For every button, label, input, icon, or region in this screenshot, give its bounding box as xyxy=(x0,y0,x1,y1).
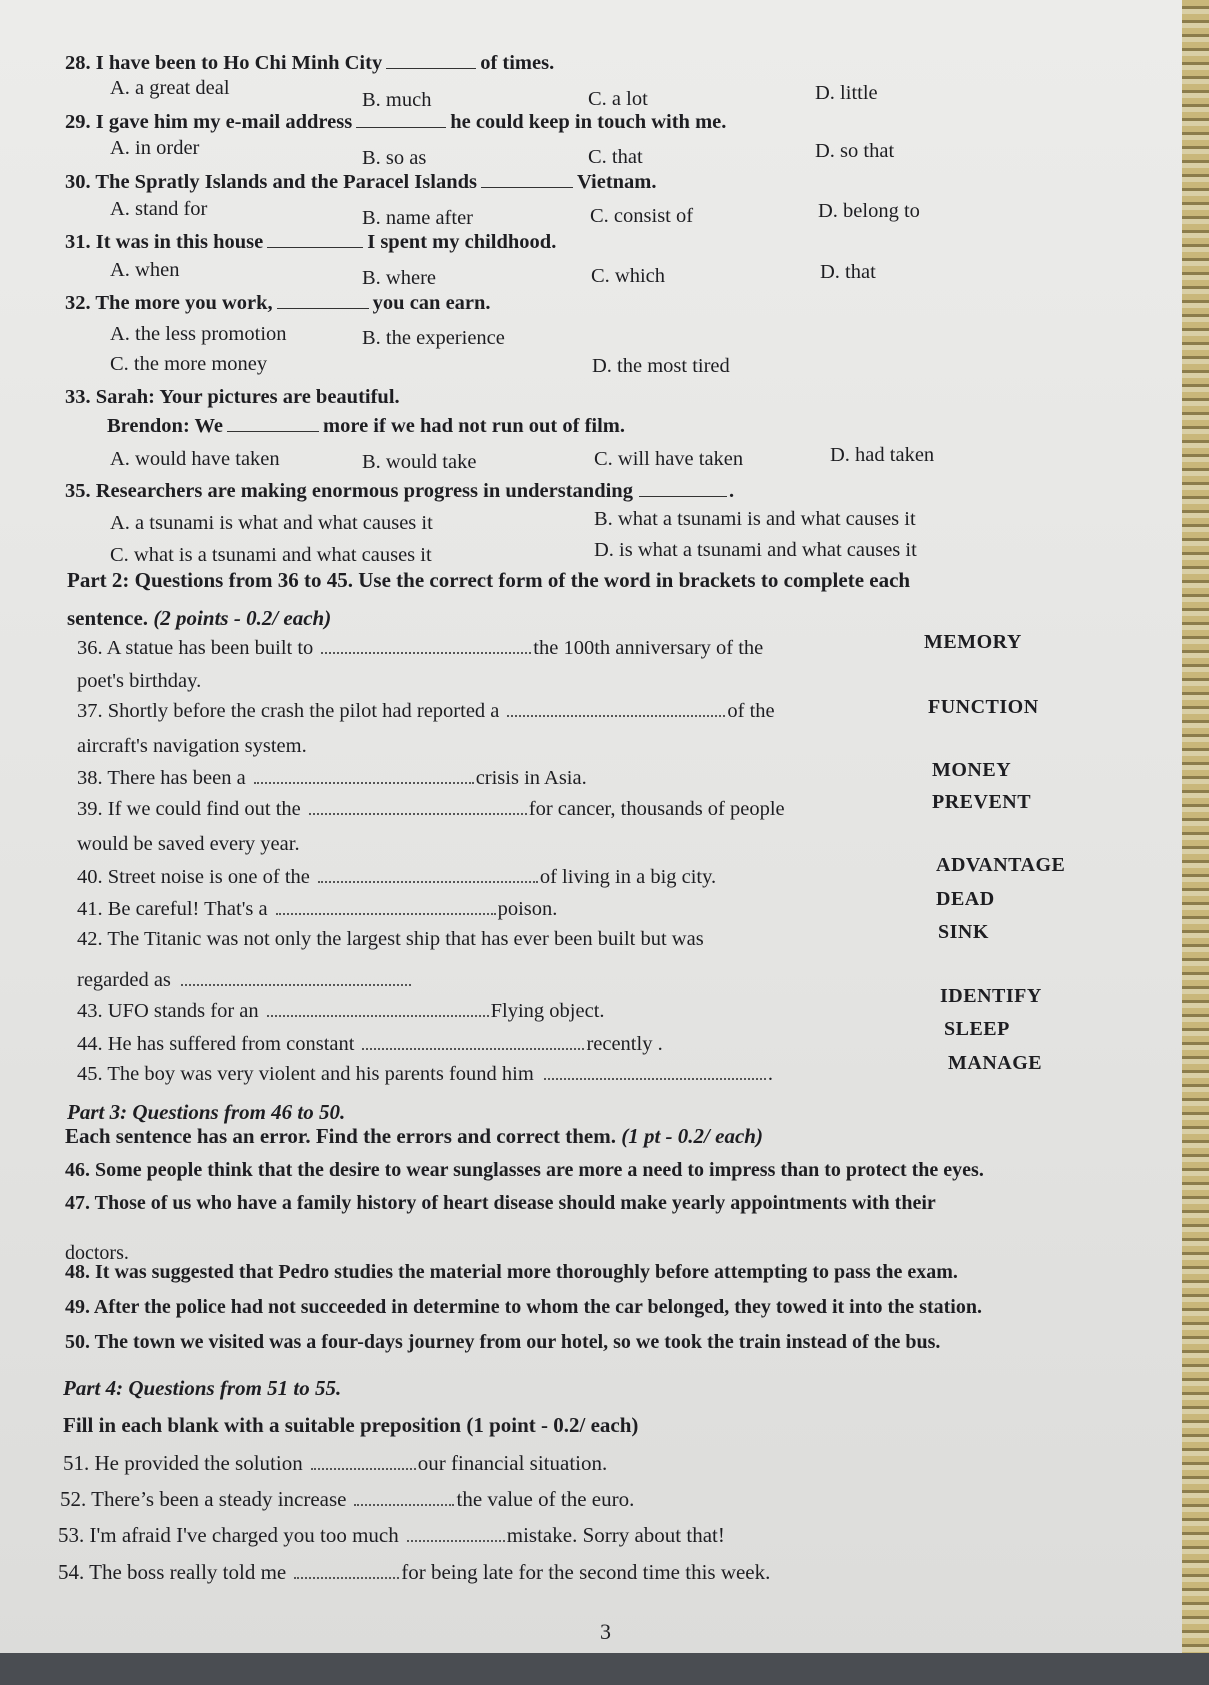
q30-option-a: A. stand for xyxy=(110,198,208,220)
part4-heading: Part 4: Questions from 51 to 55. xyxy=(63,1376,342,1400)
q30-option-b: B. name after xyxy=(362,207,473,229)
q29-stem: 29. I gave him my e-mail address he could keep in touch with me. xyxy=(65,111,727,133)
q39-cont: would be saved every year. xyxy=(77,833,300,855)
q45-line: 45. The boy was very violent and his parents found him . xyxy=(77,1063,773,1085)
q35-option-b: B. what a tsunami is and what causes it xyxy=(594,508,916,530)
page-number: 3 xyxy=(600,1619,611,1644)
q35-stem: 35. Researchers are making enormous progress in understanding . xyxy=(65,480,735,502)
q32-option-c: C. the more money xyxy=(110,353,268,375)
q28-stem: 28. I have been to Ho Chi Minh City of times. xyxy=(65,52,555,74)
q36-cont: poet's birthday. xyxy=(77,670,202,692)
q37-keyword: FUNCTION xyxy=(928,696,1039,718)
q42-line: 42. The Titanic was not only the largest ship that has ever been built but was xyxy=(77,928,704,950)
q54-line: 54. The boss really told me for being late for the second time this week. xyxy=(58,1560,771,1584)
q39-line: 39. If we could find out the for cancer, thousands of people xyxy=(77,798,785,820)
q44-keyword: SLEEP xyxy=(944,1018,1010,1040)
q28-option-d: D. little xyxy=(815,82,878,104)
q31-option-a: A. when xyxy=(110,259,180,281)
q31-option-c: C. which xyxy=(591,265,666,287)
q30-option-d: D. belong to xyxy=(818,200,920,222)
q31-option-b: B. where xyxy=(362,267,437,289)
q51-line: 51. He provided the solution our financial situation. xyxy=(63,1451,608,1475)
q33-stem: Brendon: We more if we had not run out of film. xyxy=(107,415,626,437)
background-edge xyxy=(0,1653,1209,1685)
q45-keyword: MANAGE xyxy=(948,1052,1043,1074)
q28-option-a: A. a great deal xyxy=(110,77,230,99)
part2-heading-cont: sentence. (2 points - 0.2/ each) xyxy=(67,606,332,630)
q36-keyword: MEMORY xyxy=(924,631,1022,653)
q37-cont: aircraft's navigation system. xyxy=(77,735,307,757)
q38-keyword: MONEY xyxy=(932,759,1012,781)
q31-option-d: D. that xyxy=(820,261,876,283)
q33-option-b: B. would take xyxy=(362,451,477,473)
q47-cont: doctors. xyxy=(65,1242,129,1264)
q40-line: 40. Street noise is one of the of living in a big city. xyxy=(77,866,717,888)
q53-line: 53. I'm afraid I've charged you too much mistake. Sorry about that! xyxy=(58,1523,725,1547)
q32-option-b: B. the experience xyxy=(362,327,505,349)
q41-keyword: DEAD xyxy=(936,888,995,910)
part3-instructions: Each sentence has an error. Find the errors and correct them. (1 pt - 0.2/ each) xyxy=(65,1124,763,1148)
q29-option-c: C. that xyxy=(588,146,643,168)
q37-line: 37. Shortly before the crash the pilot had reported a of the xyxy=(77,700,775,722)
q30-stem: 30. The Spratly Islands and the Paracel Islands Vietnam. xyxy=(65,171,657,193)
q28-option-c: C. a lot xyxy=(588,88,648,110)
q40-keyword: ADVANTAGE xyxy=(936,854,1066,876)
q35-option-c: C. what is a tsunami and what causes it xyxy=(110,544,432,566)
q33-line1: 33. Sarah: Your pictures are beautiful. xyxy=(65,386,400,408)
q29-option-d: D. so that xyxy=(815,140,895,162)
q38-line: 38. There has been a crisis in Asia. xyxy=(77,767,587,789)
q46: 46. Some people think that the desire to wear sunglasses are more a need to impress than to protect the eyes. xyxy=(65,1159,984,1181)
q39-keyword: PREVENT xyxy=(932,791,1032,813)
q36-line: 36. A statue has been built to the 100th anniversary of the xyxy=(77,637,764,659)
q31-stem: 31. It was in this house I spent my childhood. xyxy=(65,231,557,253)
part3-heading: Part 3: Questions from 46 to 50. xyxy=(67,1100,346,1124)
q48: 48. It was suggested that Pedro studies the material more thoroughly before attempting to pass the exam. xyxy=(65,1261,958,1283)
part4-instructions: Fill in each blank with a suitable preposition (1 point - 0.2/ each) xyxy=(63,1413,639,1437)
q44-line: 44. He has suffered from constant recently . xyxy=(77,1033,663,1055)
q32-stem: 32. The more you work, you can earn. xyxy=(65,292,491,314)
q35-option-a: A. a tsunami is what and what causes it xyxy=(110,512,433,534)
q33-option-c: C. will have taken xyxy=(594,448,744,470)
q33-option-a: A. would have taken xyxy=(110,448,280,470)
q42-cont: regarded as xyxy=(77,970,411,991)
q47: 47. Those of us who have a family history of heart disease should make yearly appointments with their xyxy=(65,1192,936,1214)
q32-option-a: A. the less promotion xyxy=(110,323,287,345)
q43-line: 43. UFO stands for an Flying object. xyxy=(77,1000,605,1022)
q29-option-a: A. in order xyxy=(110,137,200,159)
q32-option-d: D. the most tired xyxy=(592,355,730,377)
part2-heading: Part 2: Questions from 36 to 45. Use the correct form of the word in brackets to complete each xyxy=(67,568,911,592)
q33-option-d: D. had taken xyxy=(830,444,935,466)
q50: 50. The town we visited was a four-days journey from our hotel, so we took the train instead of the bus. xyxy=(65,1331,941,1353)
q43-keyword: IDENTIFY xyxy=(940,985,1042,1007)
q30-option-c: C. consist of xyxy=(590,205,694,227)
q42-keyword: SINK xyxy=(938,921,989,943)
binder-spine xyxy=(1182,0,1209,1685)
q52-line: 52. There’s been a steady increase the value of the euro. xyxy=(60,1487,635,1511)
q49: 49. After the police had not succeeded in determine to whom the car belonged, they towed it into the station. xyxy=(65,1296,982,1318)
q28-option-b: B. much xyxy=(362,89,432,111)
q41-line: 41. Be careful! That's a poison. xyxy=(77,898,558,920)
q29-option-b: B. so as xyxy=(362,147,427,169)
q35-option-d: D. is what a tsunami and what causes it xyxy=(594,539,917,561)
